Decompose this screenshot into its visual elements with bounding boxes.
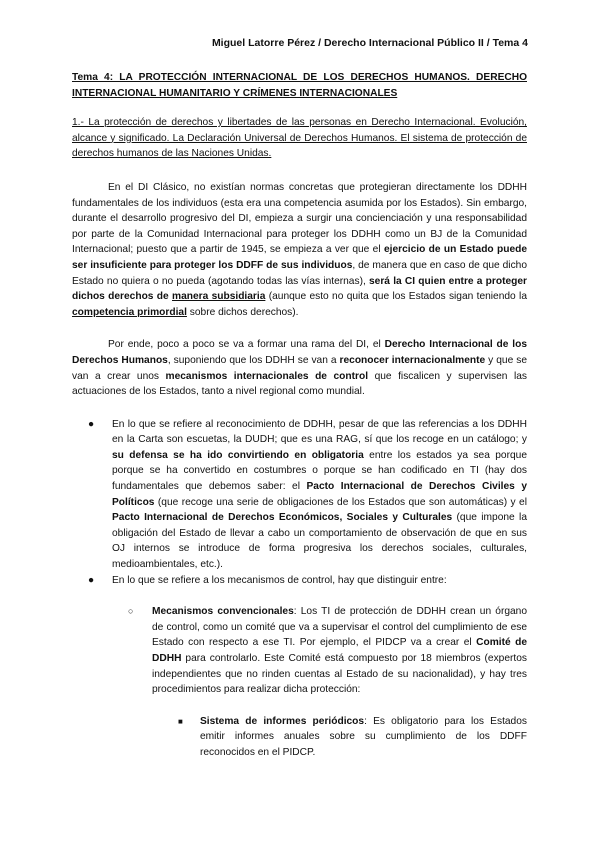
p1-bold-2: será la CI quien entre a proteger dichos derechos de [72,275,527,303]
b1-bold-1: su defensa se ha ido convirtiendo en obligatoria [112,449,364,461]
p2-text-2: , suponiendo que los DDHH se van a [167,354,340,366]
b1-text-4: (que impone la obligación del Estado de llevar a cabo un comportamiento de observación de que en sus OJ internos se introduce de forma progresiva los derechos sociales, culturales, medioambientales, etc.). [112,512,527,571]
p1-text-4: sobre dichos derechos). [186,306,299,318]
page-header: Miguel Latorre Pérez / Derecho Internacional Público II / Tema 4 [211,37,528,49]
p2-text-1: Por ende, poco a poco se va a formar una rama del DI, el [108,339,385,351]
s1-bold-2: Comité de DDHH [152,637,528,664]
paragraph-1 [72,180,527,320]
s1-text-2: para controlarlo. Este Comité está compuesto por 18 miembros (expertos independientes que no rinden cuentas al Estado de su nacionalidad), y hay tres procedimientos para realizar dicha protección: [152,653,527,696]
p1-bold-underlined: manera subsidiaria [172,291,266,303]
b1-text-3: (que recoge una serie de obligaciones de los Estados que son automáticas) y el [154,496,527,508]
list-item [72,573,527,761]
section-title: Tema 4: LA PROTECCIÓN INTERNACIONAL DE LOS DERECHOS HUMANOS. DERECHO INTERNACIONAL HUMANITARIO Y CRÍMENES INTERNACIONALES [72,72,527,99]
p2-bold-1: Derecho Internacional de los Derechos Humanos [72,339,527,366]
bullet-dot-icon: ● [88,418,95,430]
ss1-text-1: : Es obligatorio para los Estados emitir informes anuales sobre su cumplimiento de los DDFF reconocidos en el PIDCP. [200,715,527,758]
s1-text-1: : Los TI de protección de DDHH crean un órgano de control, como un comité que va a supervisar el control del cumplimiento de ese Estado con respecto a ese TI. Por ejemplo, el PIDCP va a crear el [152,606,528,649]
b1-bold-3: Pacto Internacional de Derechos Económicos, Sociales y Culturales [112,512,453,524]
p2-bold-2: reconocer internacionalmente [339,354,486,366]
p1-text-3: (aunque esto no quita que los Estados sigan teniendo la [265,291,527,303]
s1-bold-1: Mecanismos convencionales [152,606,294,618]
bullet-square-icon: ■ [178,716,183,726]
b2-text-1: En lo que se refiere a los mecanismos de control, hay que distinguir entre: [112,574,447,586]
document-body [72,70,527,761]
p1-text-2: , de manera que en caso de que dicho Estado no quiera o no pueda (agotando todas las vías internas), [72,259,527,287]
b1-text-2: entre los estados ya sea porque porque se ha convertido en costumbres o porque se han codificado en TI (hay dos fundamentales que debemos saber: el [112,449,527,493]
p1-text-1: En el DI Clásico, no existían normas concretas que protegieran directamente los DDHH fundamentales de los individuos (esta era una competencia asumida por los Estados). Sin embargo, durante el desarrollo progresivo del DI, empieza a surgir una concienciación y una responsabilidad por parte de la Comunidad Internacional para proteger los DDHH como un BJ de la Comunidad Internacional; puesto que a partir de 1945, se empieza a ver que el [72,181,527,256]
list-item [72,417,527,573]
p1-bold-underlined-2: competencia primordial [72,306,187,318]
p2-bold-3: mecanismos internacionales de control [165,370,369,382]
bullet-dot-icon: ● [88,574,95,586]
ss1-bold-1: Sistema de informes periódicos [200,715,365,727]
sub-list-item [72,604,527,760]
bullet-circle-icon: ○ [128,606,134,617]
sub-sub-list-item [72,714,527,761]
b1-text-1: En lo que se refiere al reconocimiento de DDHH, pesar de que las referencias a los DDHH en la Carta son escuetas, la DUDH; que es una RAG, sí que los recoge en un catálogo; y [112,418,527,446]
p2-text-3: y que se van a crear unos [72,354,527,382]
paragraph-2 [72,337,527,399]
b1-bold-2: Pacto Internacional de Derechos Civiles y Políticos [112,481,527,508]
bullet-list [72,417,527,761]
p1-bold-1: ejercicio de un Estado puede ser insuficiente para proteger los DDFF de sus individuos [72,244,527,271]
p2-text-4: que fiscalicen y supervisen las actuaciones de los Estados, tanto a nivel regional como mundial. [72,370,527,398]
section-subtitle: 1.- La protección de derechos y libertades de las personas en Derecho Internacional. Evolución, alcance y significado. La Declaración Universal de Derechos Humanos. El sistema de protección de derechos humanos de las Naciones Unidas. [72,117,527,160]
